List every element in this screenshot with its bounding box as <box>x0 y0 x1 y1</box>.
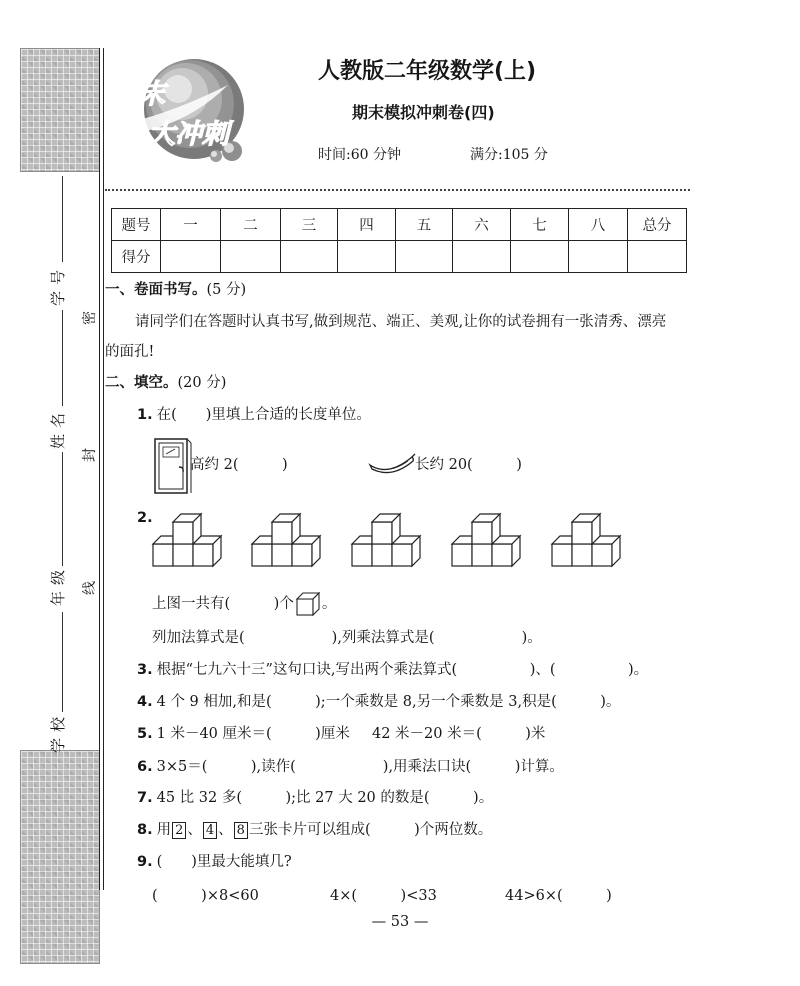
score-cell <box>281 241 338 273</box>
question-text: 3×5＝( ),读作( ),用乘法口诀( )计算。 <box>156 759 564 775</box>
question-1 <box>137 405 371 425</box>
score-row-label: 得分 <box>112 241 161 273</box>
paper-subtitle: 期末模拟冲刺卷(四) <box>352 103 495 122</box>
question-8 <box>137 820 492 840</box>
score-cell <box>628 241 687 273</box>
score-cell <box>453 241 511 273</box>
score-table-score-row <box>112 241 687 273</box>
column-6: 六 <box>453 209 511 241</box>
header-row-label: 题号 <box>112 209 161 241</box>
question-number: 2. <box>137 510 153 526</box>
grade-label: 年级 <box>49 563 68 607</box>
margin-pattern-top <box>20 48 100 172</box>
student-id-line <box>62 176 63 262</box>
score-table <box>111 208 687 273</box>
question-number: 7. <box>137 790 153 806</box>
section1-title: 一、卷面书写。 <box>105 282 207 298</box>
question-text: 1 米－40 厘米＝( )厘米 <box>156 726 350 742</box>
inequality-3: 44>6×( ) <box>505 888 612 904</box>
score-cell <box>396 241 453 273</box>
question-text: 45 比 32 多( );比 27 大 20 的数是( )。 <box>156 790 494 806</box>
question-2-line1 <box>152 592 336 616</box>
page-title: 人教版二年级数学(上) <box>318 59 537 84</box>
question-3 <box>137 660 648 680</box>
door-height-blank: 高约 2( ) <box>190 457 288 473</box>
column-5: 五 <box>396 209 453 241</box>
number-card-8: 8 <box>234 822 248 839</box>
margin-pattern-bottom <box>20 750 100 964</box>
page-number: — 53 — <box>371 914 429 930</box>
logo <box>108 55 258 167</box>
school-line <box>62 612 63 712</box>
section2-heading <box>105 373 226 393</box>
question-number: 4. <box>137 694 153 710</box>
question-2-line2: 列加法算式是( ),列乘法算式是( )。 <box>152 630 542 646</box>
card-separator: 、 <box>187 822 202 838</box>
question-text-end: 。 <box>321 596 337 612</box>
cube-structure <box>352 514 420 566</box>
score-cell <box>338 241 396 273</box>
score-table-header-row <box>112 209 687 241</box>
question-text-end: 三张卡片可以组成( )个两位数。 <box>248 822 493 838</box>
cube-structure <box>252 514 320 566</box>
score-cell <box>221 241 281 273</box>
number-card-4: 4 <box>203 822 217 839</box>
school-label: 学校 <box>49 710 68 754</box>
logo-line1: 期末 <box>111 79 165 110</box>
door-picture <box>153 437 193 495</box>
number-card-2: 2 <box>172 822 186 839</box>
score-cell <box>569 241 628 273</box>
column-1: 一 <box>161 209 221 241</box>
question-4 <box>137 692 620 712</box>
section2-title: 二、填空。 <box>105 375 178 391</box>
seal-feng: 封 <box>82 448 98 462</box>
question-7 <box>137 788 493 808</box>
banana-length-blank: 长约 20( ) <box>415 457 522 473</box>
section2-points: (20 分) <box>177 375 227 391</box>
score-cell <box>511 241 569 273</box>
question-text: 根据“七九六十三”这句口诀,写出两个乘法算式( )、( )。 <box>156 662 649 678</box>
cube-structures <box>150 506 630 572</box>
student-id-label: 学号 <box>49 263 68 307</box>
banana-picture <box>368 453 416 477</box>
section1-heading <box>105 280 246 300</box>
question-text: 在( )里填上合适的长度单位。 <box>156 407 371 423</box>
column-8: 八 <box>569 209 628 241</box>
question-text: ( )里最大能填几? <box>156 854 292 870</box>
section1-line1: 请同学们在答题时认真书写,做到规范、端正、美观,让你的试卷拥有一张清秀、漂亮 <box>135 314 667 330</box>
seal-xian: 线 <box>82 581 98 595</box>
column-total: 总分 <box>628 209 687 241</box>
question-number: 9. <box>137 854 153 870</box>
question-text: 4 个 9 相加,和是( );一个乘数是 8,另一个乘数是 3,积是( )。 <box>156 694 621 710</box>
column-4: 四 <box>338 209 396 241</box>
score-cell <box>161 241 221 273</box>
section1-points: (5 分) <box>206 282 247 298</box>
cube-structure <box>153 514 221 566</box>
header-divider <box>105 189 690 191</box>
question-text: 上图一共有( )个 <box>152 596 294 612</box>
question-number: 3. <box>137 662 153 678</box>
question-number: 8. <box>137 822 153 838</box>
exam-time: 时间:60 分钟 <box>318 147 401 163</box>
column-3: 三 <box>281 209 338 241</box>
small-cube-icon <box>296 592 320 616</box>
inequality-1: ( )×8<60 <box>152 888 259 904</box>
column-2: 二 <box>221 209 281 241</box>
binding-rule <box>99 48 104 890</box>
question-number: 1. <box>137 407 153 423</box>
question-9 <box>137 852 292 872</box>
question-number: 5. <box>137 726 153 742</box>
question-5 <box>137 724 350 744</box>
cube-structure <box>452 514 520 566</box>
question-text: 用 <box>156 822 172 838</box>
question-number: 6. <box>137 759 153 775</box>
question-5-part2: 42 米－20 米＝( )米 <box>372 726 546 742</box>
grade-line <box>62 452 63 566</box>
seal-mi: 密 <box>82 311 98 325</box>
section1-line2: 的面孔! <box>105 344 155 360</box>
full-score: 满分:105 分 <box>470 147 548 163</box>
question-6 <box>137 757 564 777</box>
name-line <box>62 310 63 406</box>
card-separator: 、 <box>218 822 233 838</box>
inequality-2: 4×( )<33 <box>330 888 437 904</box>
cube-structure <box>552 514 620 566</box>
name-label: 姓名 <box>49 406 68 450</box>
logo-line2: 大冲刺 <box>148 119 229 150</box>
column-7: 七 <box>511 209 569 241</box>
